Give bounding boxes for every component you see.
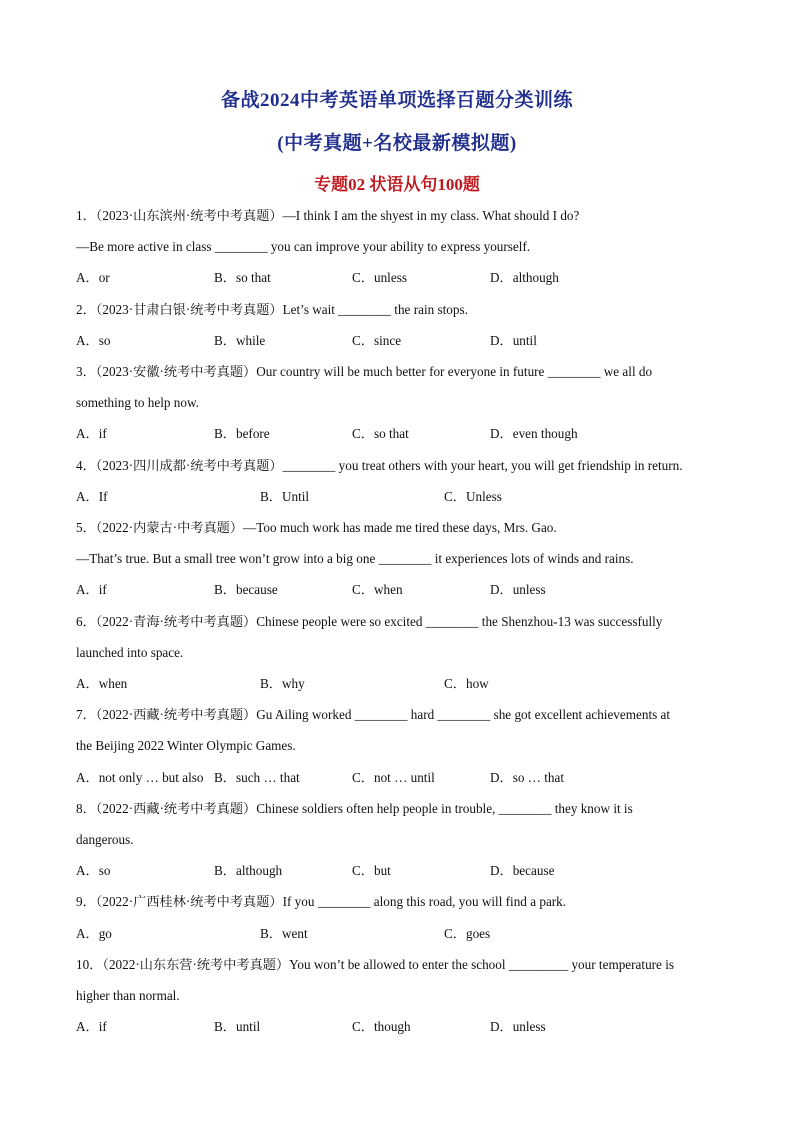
question-5-line-1: 5．（2022·内蒙古·中考真题）—Too much work has made me tired these days, Mrs. Gao. <box>76 520 557 535</box>
question-7-option-c: C．not … until <box>352 770 435 785</box>
question-9-option-a: A．go <box>76 926 112 941</box>
question-3-option-c: C．so that <box>352 426 409 441</box>
question-5-line-2: —That’s true. But a small tree won’t grow into a big one ________ it experiences lots of winds and rains. <box>76 551 634 566</box>
question-1-line-2: —Be more active in class ________ you can improve your ability to express yourself. <box>76 239 531 254</box>
question-4-option-a: A．If <box>76 489 108 504</box>
question-6-line-2: launched into space. <box>76 645 184 660</box>
question-8-option-a: A．so <box>76 863 111 878</box>
question-10-line-2: higher than normal. <box>76 988 180 1003</box>
document-title: 备战2024中考英语单项选择百题分类训练 <box>220 90 573 111</box>
question-9-option-b: B．went <box>260 926 308 941</box>
question-1-option-b: B．so that <box>214 270 271 285</box>
question-10-option-b: B．until <box>214 1019 261 1034</box>
question-8-option-b: B．although <box>214 863 283 878</box>
section-subtitle: 专题02 状语从句100题 <box>314 175 480 194</box>
question-1-line-1: 1．（2023·山东滨州·统考中考真题）—I think I am the shyest in my class. What should I do? <box>76 208 580 223</box>
question-5-option-c: C．when <box>352 582 403 597</box>
question-4-option-b: B．Until <box>260 489 310 504</box>
question-5-option-d: D．unless <box>490 582 546 597</box>
question-10-option-d: D．unless <box>490 1019 546 1034</box>
question-6-option-a: A．when <box>76 676 128 691</box>
question-8-option-c: C．but <box>352 863 391 878</box>
question-10-line-1: 10．（2022·山东东营·统考中考真题）You won’t be allowed to enter the school _________ your temperature is <box>76 957 674 972</box>
question-7-option-b: B．such … that <box>214 770 300 785</box>
question-10-option-c: C．though <box>352 1019 411 1034</box>
question-3-line-2: something to help now. <box>76 395 199 410</box>
question-3-line-1: 3．（2023·安徽·统考中考真题）Our country will be much better for everyone in future ________ we all do <box>76 364 653 379</box>
question-2-option-c: C．since <box>352 333 402 348</box>
question-8-option-d: D．because <box>490 863 555 878</box>
question-2-option-a: A．so <box>76 333 111 348</box>
question-1-option-c: C．unless <box>352 270 407 285</box>
question-7-option-a: A．not only … but also <box>76 770 204 785</box>
question-5-option-b: B．because <box>214 582 278 597</box>
question-2-option-d: D．until <box>490 333 537 348</box>
question-4-option-c: C．Unless <box>444 489 502 504</box>
question-5-option-a: A．if <box>76 582 107 597</box>
question-7-option-d: D．so … that <box>490 770 564 785</box>
question-2-line-1: 2．（2023·甘肃白银·统考中考真题）Let’s wait ________ the rain stops. <box>76 302 468 317</box>
question-6-option-c: C．how <box>444 676 489 691</box>
question-6-option-b: B．why <box>260 676 305 691</box>
question-1-option-a: A．or <box>76 270 110 285</box>
question-3-option-b: B．before <box>214 426 270 441</box>
question-7-line-2: the Beijing 2022 Winter Olympic Games. <box>76 738 296 753</box>
question-2-option-b: B．while <box>214 333 266 348</box>
question-8-line-1: 8．（2022·西藏·统考中考真题）Chinese soldiers often help people in trouble, ________ they know it is <box>76 801 633 816</box>
question-7-line-1: 7．（2022·西藏·统考中考真题）Gu Ailing worked ________ hard ________ she got excellent achievements at <box>76 707 671 722</box>
question-3-option-a: A．if <box>76 426 107 441</box>
question-6-line-1: 6．（2022·青海·统考中考真题）Chinese people were so excited ________ the Shenzhou-13 was successfully <box>76 614 663 629</box>
question-3-option-d: D．even though <box>490 426 578 441</box>
document-title-secondary: (中考真题+名校最新模拟题) <box>277 133 517 154</box>
question-8-line-2: dangerous. <box>76 832 134 847</box>
question-4-line-1: 4．（2023·四川成都·统考中考真题）________ you treat others with your heart, you will get friendship in return. <box>76 458 683 473</box>
question-9-option-c: C．goes <box>444 926 491 941</box>
question-10-option-a: A．if <box>76 1019 107 1034</box>
question-1-option-d: D．although <box>490 270 559 285</box>
question-9-line-1: 9．（2022·广西桂林·统考中考真题）If you ________ along this road, you will find a park. <box>76 894 567 909</box>
